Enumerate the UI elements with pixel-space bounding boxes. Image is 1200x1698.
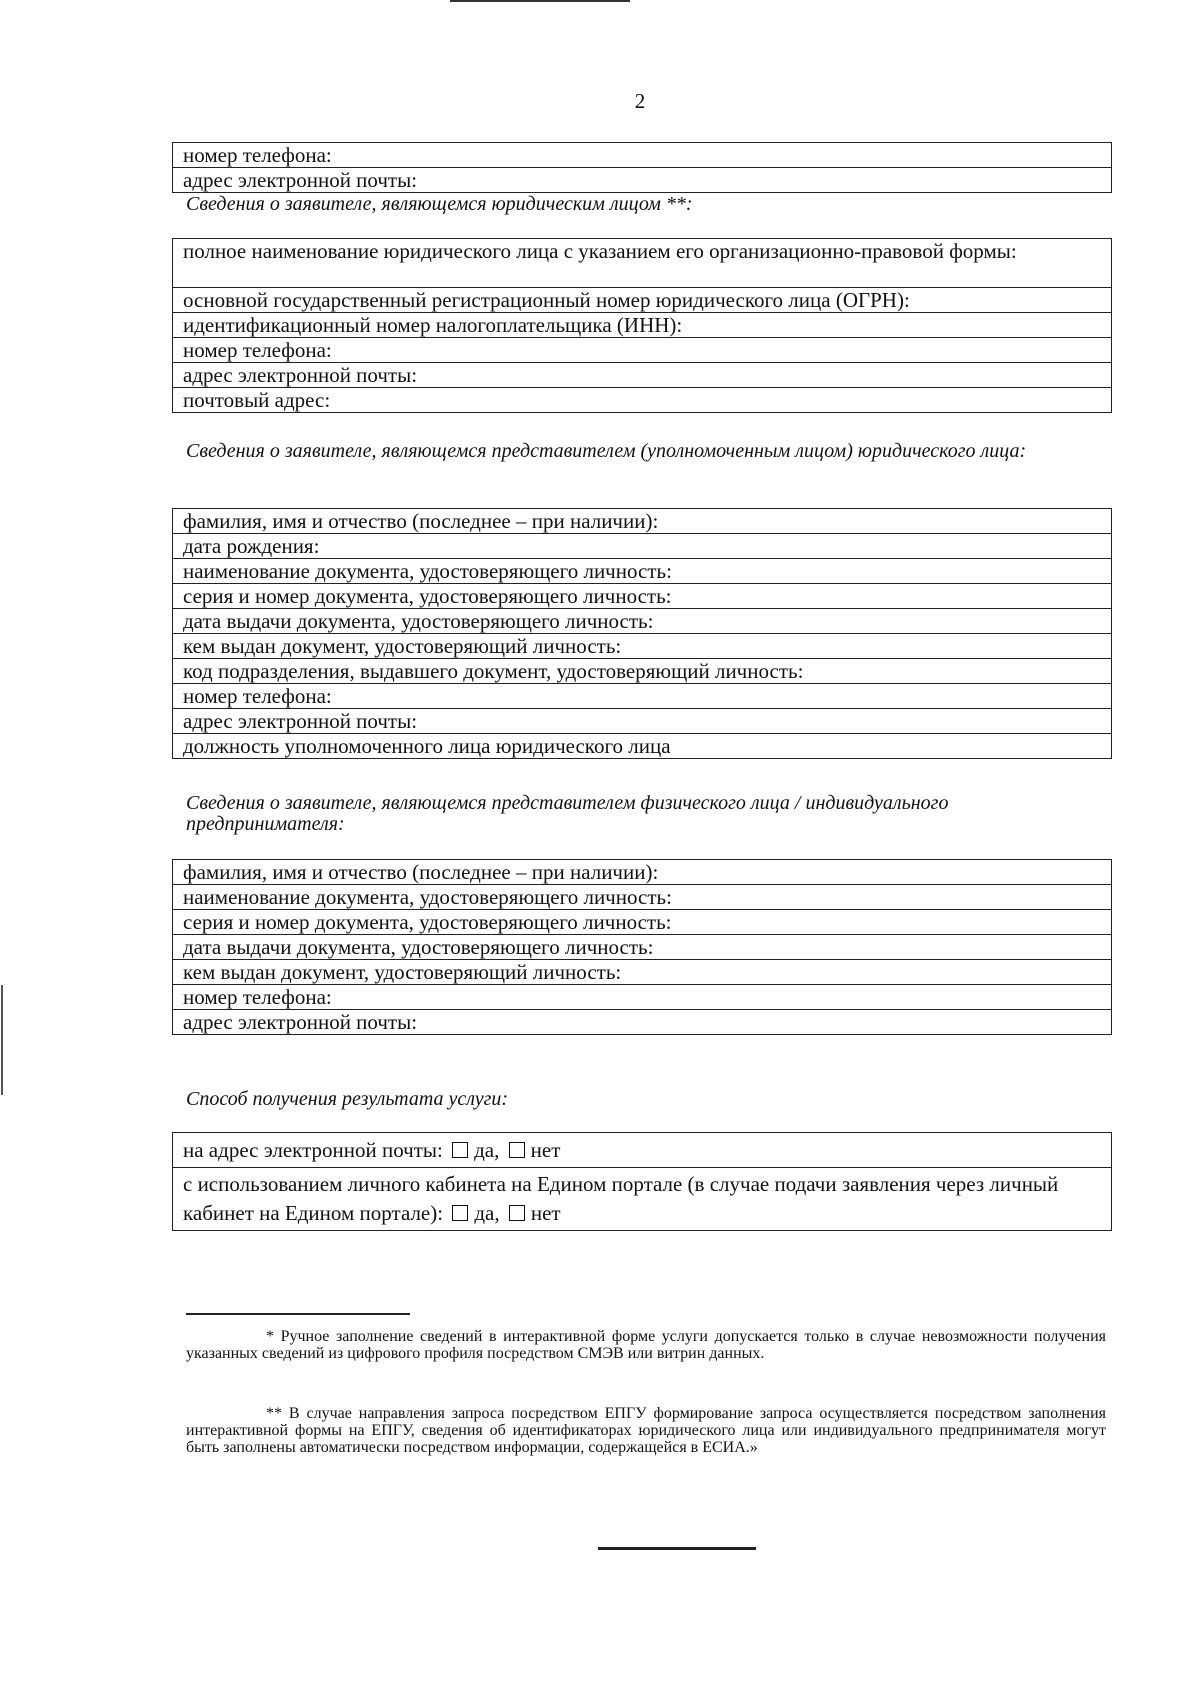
- email-no-checkbox[interactable]: [509, 1142, 525, 1158]
- no-label: нет: [530, 1138, 561, 1162]
- table-row: серия и номер документа, удостоверяющего личность:: [173, 584, 1112, 609]
- section-heading-result-method: Способ получения результата услуги:: [186, 1088, 509, 1110]
- table-row: адрес электронной почты:: [173, 709, 1112, 734]
- yes-label: да,: [474, 1138, 500, 1162]
- end-divider: [598, 1547, 756, 1550]
- individual-representative-table: [172, 859, 1112, 1035]
- email-yes-checkbox[interactable]: [452, 1142, 468, 1158]
- table-row: дата рождения:: [173, 534, 1112, 559]
- page-number: 2: [634, 89, 646, 113]
- section-heading-legal-entity: Сведения о заявителе, являющемся юридическим лицом **:: [186, 193, 693, 215]
- section-heading-individual-representative: Сведения о заявителе, являющемся представителем физического лица / индивидуального предпринимателя:: [186, 792, 949, 835]
- table-row: почтовый адрес:: [173, 388, 1112, 413]
- table-row: фамилия, имя и отчество (последнее – при наличии):: [173, 509, 1112, 534]
- table-row: наименование документа, удостоверяющего личность:: [173, 885, 1112, 910]
- cabinet-no-checkbox[interactable]: [509, 1205, 525, 1221]
- table-row: номер телефона:: [173, 985, 1112, 1010]
- table-row: наименование документа, удостоверяющего личность:: [173, 559, 1112, 584]
- table-row: адрес электронной почты:: [173, 363, 1112, 388]
- table-row: [173, 1133, 1112, 1168]
- footnote-divider: [186, 1313, 410, 1315]
- cabinet-option-label: с использованием личного кабинета на Едином портале (в случае подачи заявления через личный кабинет на Едином портале):: [183, 1172, 1059, 1225]
- email-option-label: на адрес электронной почты:: [183, 1138, 443, 1162]
- table-row: адрес электронной почты:: [173, 168, 1112, 193]
- table-row: дата выдачи документа, удостоверяющего личность:: [173, 609, 1112, 634]
- footnote-2-text: ** В случае направления запроса посредством ЕПГУ формирование запроса осуществляется посредством заполнения интерактивной формы на ЕПГУ, сведения об идентификаторах юридического лица или индивидуального предпринимателя могут быть заполнены автоматически посредством информации, содержащейся в ЕСИА.»: [186, 1405, 1106, 1456]
- legal-representative-table: [172, 508, 1112, 759]
- table-row: адрес электронной почты:: [173, 1010, 1112, 1035]
- scan-artifact: [1, 985, 3, 1095]
- table-row: должность уполномоченного лица юридического лица: [173, 734, 1112, 759]
- table-row: дата выдачи документа, удостоверяющего личность:: [173, 935, 1112, 960]
- legal-entity-table: [172, 238, 1112, 413]
- table-row: номер телефона:: [173, 143, 1112, 168]
- table-row: номер телефона:: [173, 338, 1112, 363]
- table-row: кем выдан документ, удостоверяющий личность:: [173, 960, 1112, 985]
- table-row: полное наименование юридического лица с указанием его организационно-правовой формы:: [173, 239, 1112, 288]
- scan-artifact: [600, 0, 630, 2]
- contacts-table: [172, 142, 1112, 193]
- table-row: [173, 1168, 1112, 1231]
- footnote-1-text: * Ручное заполнение сведений в интерактивной форме услуги допускается только в случае невозможности получения указанных сведений из цифрового профиля посредством СМЭВ или витрин данных.: [186, 1328, 1106, 1362]
- table-row: кем выдан документ, удостоверяющий личность:: [173, 634, 1112, 659]
- table-row: серия и номер документа, удостоверяющего личность:: [173, 910, 1112, 935]
- table-row: основной государственный регистрационный номер юридического лица (ОГРН):: [173, 288, 1112, 313]
- table-row: код подразделения, выдавшего документ, удостоверяющий личность:: [173, 659, 1112, 684]
- table-row: фамилия, имя и отчество (последнее – при наличии):: [173, 860, 1112, 885]
- yes-label: да,: [474, 1201, 500, 1225]
- result-method-table: [172, 1132, 1112, 1231]
- section-heading-legal-representative: Сведения о заявителе, являющемся представителем (уполномоченным лицом) юридического лица:: [186, 440, 1027, 462]
- footnote-1: [186, 1328, 1106, 1362]
- table-row: идентификационный номер налогоплательщика (ИНН):: [173, 313, 1112, 338]
- no-label: нет: [530, 1201, 561, 1225]
- cabinet-yes-checkbox[interactable]: [452, 1205, 468, 1221]
- table-row: номер телефона:: [173, 684, 1112, 709]
- footnote-2: [186, 1405, 1106, 1456]
